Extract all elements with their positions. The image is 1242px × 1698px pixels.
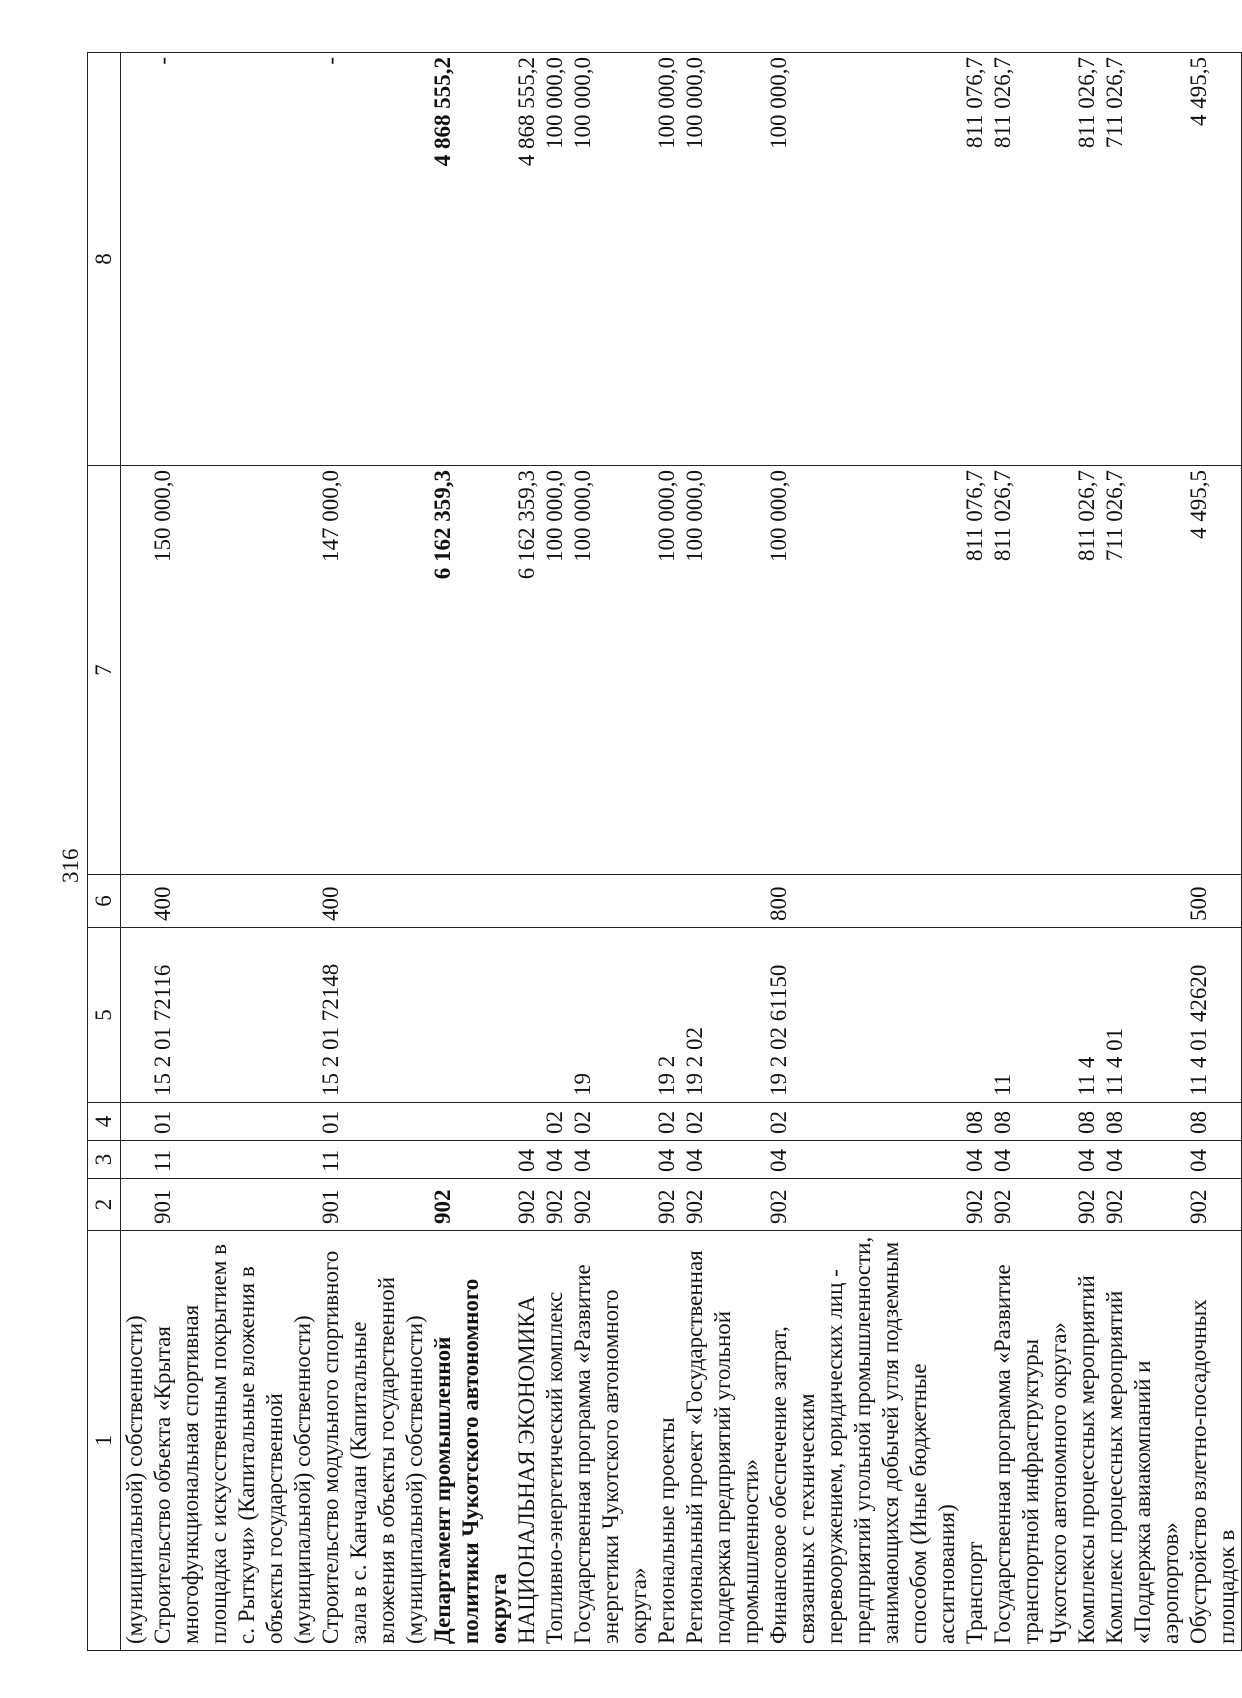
budget-table xyxy=(87,52,1242,1651)
target-article-cell: 19 2 02 xyxy=(681,928,765,1103)
column-header: 3 xyxy=(88,1141,121,1179)
section-cell xyxy=(429,1141,513,1179)
amount-year2-cell: 100 000,0 xyxy=(569,53,653,466)
subsection-cell: 02 xyxy=(765,1103,961,1141)
amount-year1-cell: 811 026,7 xyxy=(1073,466,1101,875)
target-article-cell: 15 2 01 72148 xyxy=(317,928,429,1103)
table-row xyxy=(1185,53,1242,1651)
row-name-cell: Строительство модульного спортивного зала в с. Канчалан (Капитальные вложения в объекты государственной (муниципальной) собственности) xyxy=(317,1231,429,1651)
section-cell: 04 xyxy=(961,1141,989,1179)
target-article-cell: 11 xyxy=(989,928,1073,1103)
table-row xyxy=(513,53,541,1651)
table-row xyxy=(541,53,569,1651)
admin-code-cell: 902 xyxy=(961,1179,989,1231)
section-cell: 11 xyxy=(317,1141,429,1179)
amount-year1-cell: 6 162 359,3 xyxy=(429,466,513,875)
table-row xyxy=(765,53,961,1651)
amount-year1-cell: 711 026,7 xyxy=(1101,466,1185,875)
expense-type-cell xyxy=(1101,875,1185,928)
admin-code-cell: 901 xyxy=(317,1179,429,1231)
table-row xyxy=(1073,53,1101,1651)
amount-year1-cell: 811 026,7 xyxy=(989,466,1073,875)
expense-type-cell: 400 xyxy=(149,875,317,928)
page-number: 316 xyxy=(58,848,83,883)
table-row xyxy=(1101,53,1185,1651)
table-row xyxy=(681,53,765,1651)
expense-type-cell xyxy=(513,875,541,928)
subsection-cell: 01 xyxy=(317,1103,429,1141)
amount-year2-cell: 811 026,7 xyxy=(989,53,1073,466)
section-cell xyxy=(121,1141,150,1179)
table-row xyxy=(121,53,150,1651)
expense-type-cell xyxy=(429,875,513,928)
row-name-cell: Комплекс процессных мероприятий «Поддержка авиакомпаний и аэропортов» xyxy=(1101,1231,1185,1651)
target-article-cell: 15 2 01 72116 xyxy=(149,928,317,1103)
amount-year2-cell: 711 026,7 xyxy=(1101,53,1185,466)
expense-type-cell: 500 xyxy=(1185,875,1242,928)
row-name-cell: Региональные проекты xyxy=(653,1231,681,1651)
subsection-cell: 08 xyxy=(961,1103,989,1141)
table-row xyxy=(989,53,1073,1651)
admin-code-cell: 902 xyxy=(989,1179,1073,1231)
subsection-cell: 08 xyxy=(1101,1103,1185,1141)
row-name-cell: Государственная программа «Развитие энергетики Чукотского автономного округа» xyxy=(569,1231,653,1651)
row-name-cell: НАЦИОНАЛЬНАЯ ЭКОНОМИКА xyxy=(513,1231,541,1651)
amount-year2-cell: 100 000,0 xyxy=(541,53,569,466)
admin-code-cell: 902 xyxy=(653,1179,681,1231)
admin-code-cell: 902 xyxy=(569,1179,653,1231)
target-article-cell xyxy=(541,928,569,1103)
admin-code-cell xyxy=(121,1179,150,1231)
subsection-cell: 08 xyxy=(989,1103,1073,1141)
target-article-cell: 11 4 xyxy=(1073,928,1101,1103)
subsection-cell: 02 xyxy=(541,1103,569,1141)
amount-year2-cell xyxy=(121,53,150,466)
amount-year2-cell: 4 868 555,2 xyxy=(429,53,513,466)
expense-type-cell xyxy=(989,875,1073,928)
amount-year1-cell: 150 000,0 xyxy=(149,466,317,875)
table-row xyxy=(149,53,317,1651)
section-cell: 04 xyxy=(765,1141,961,1179)
expense-type-cell: 800 xyxy=(765,875,961,928)
section-cell: 04 xyxy=(1185,1141,1242,1179)
subsection-cell: 08 xyxy=(1185,1103,1242,1141)
row-name-cell: (муниципальной) собственности) xyxy=(121,1231,150,1651)
target-article-cell xyxy=(513,928,541,1103)
row-name-cell: Финансовое обеспечение затрат, связанных с техническим перевооружением, юридических лиц - предприятий угольной промышленности, занимающихся добычей угля подземным способом (Иные бюджетные ассигнования) xyxy=(765,1231,961,1651)
subsection-cell: 02 xyxy=(569,1103,653,1141)
amount-year1-cell: 147 000,0 xyxy=(317,466,429,875)
amount-year2-cell: - xyxy=(149,53,317,466)
row-name-cell: Региональный проект «Государственная поддержка предприятий угольной промышленности» xyxy=(681,1231,765,1651)
section-cell: 11 xyxy=(149,1141,317,1179)
target-article-cell xyxy=(121,928,150,1103)
table-row xyxy=(429,53,513,1651)
amount-year1-cell: 100 000,0 xyxy=(681,466,765,875)
row-name-cell: Транспорт xyxy=(961,1231,989,1651)
subsection-cell xyxy=(513,1103,541,1141)
section-cell: 04 xyxy=(513,1141,541,1179)
section-cell: 04 xyxy=(569,1141,653,1179)
amount-year2-cell: 811 026,7 xyxy=(1073,53,1101,466)
amount-year2-cell: 4 495,5 xyxy=(1185,53,1242,466)
amount-year1-cell: 6 162 359,3 xyxy=(513,466,541,875)
table-row xyxy=(653,53,681,1651)
admin-code-cell: 902 xyxy=(429,1179,513,1231)
amount-year2-cell: 100 000,0 xyxy=(765,53,961,466)
row-name-cell: Строительство объекта «Крытая многофункциональная спортивная площадка с искусственным покрытием в с. Рыткучи» (Капитальные вложения в объекты государственной (муниципальной) собственности) xyxy=(149,1231,317,1651)
row-name-cell: Государственная программа «Развитие транспортной инфраструктуры Чукотского автономного округа» xyxy=(989,1231,1073,1651)
table-row xyxy=(317,53,429,1651)
expense-type-cell xyxy=(961,875,989,928)
column-header: 8 xyxy=(88,53,121,466)
amount-year1-cell: 4 495,5 xyxy=(1185,466,1242,875)
column-header: 6 xyxy=(88,875,121,928)
expense-type-cell xyxy=(541,875,569,928)
amount-year1-cell: 100 000,0 xyxy=(653,466,681,875)
section-cell: 04 xyxy=(541,1141,569,1179)
target-article-cell: 19 xyxy=(569,928,653,1103)
expense-type-cell xyxy=(569,875,653,928)
section-cell: 04 xyxy=(681,1141,765,1179)
amount-year2-cell: - xyxy=(317,53,429,466)
admin-code-cell: 902 xyxy=(765,1179,961,1231)
column-header: 5 xyxy=(88,928,121,1103)
table-row xyxy=(961,53,989,1651)
admin-code-cell: 902 xyxy=(1185,1179,1242,1231)
admin-code-cell: 902 xyxy=(1101,1179,1185,1231)
expense-type-cell xyxy=(121,875,150,928)
section-cell: 04 xyxy=(653,1141,681,1179)
table-row xyxy=(569,53,653,1651)
amount-year2-cell: 100 000,0 xyxy=(681,53,765,466)
subsection-cell xyxy=(121,1103,150,1141)
row-name-cell: Департамент промышленной политики Чукотского автономного округа xyxy=(429,1231,513,1651)
column-header: 2 xyxy=(88,1179,121,1231)
expense-type-cell xyxy=(653,875,681,928)
target-article-cell: 19 2 xyxy=(653,928,681,1103)
section-cell: 04 xyxy=(1101,1141,1185,1179)
row-name-cell: Обустройство взлетно-посадочных площадок в xyxy=(1185,1231,1242,1651)
expense-type-cell xyxy=(681,875,765,928)
admin-code-cell: 902 xyxy=(681,1179,765,1231)
subsection-cell: 02 xyxy=(681,1103,765,1141)
row-name-cell: Комплексы процессных мероприятий xyxy=(1073,1231,1101,1651)
amount-year1-cell: 811 076,7 xyxy=(961,466,989,875)
header-row xyxy=(88,53,121,1651)
amount-year1-cell xyxy=(121,466,150,875)
target-article-cell xyxy=(961,928,989,1103)
subsection-cell: 02 xyxy=(653,1103,681,1141)
section-cell: 04 xyxy=(1073,1141,1101,1179)
target-article-cell: 11 4 01 42620 xyxy=(1185,928,1242,1103)
admin-code-cell: 902 xyxy=(1073,1179,1101,1231)
admin-code-cell: 902 xyxy=(513,1179,541,1231)
subsection-cell: 08 xyxy=(1073,1103,1101,1141)
subsection-cell xyxy=(429,1103,513,1141)
column-header: 1 xyxy=(88,1231,121,1651)
amount-year1-cell: 100 000,0 xyxy=(569,466,653,875)
column-header: 7 xyxy=(88,466,121,875)
amount-year1-cell: 100 000,0 xyxy=(541,466,569,875)
target-article-cell: 19 2 02 61150 xyxy=(765,928,961,1103)
row-name-cell: Топливно-энергетический комплекс xyxy=(541,1231,569,1651)
admin-code-cell: 901 xyxy=(149,1179,317,1231)
amount-year2-cell: 100 000,0 xyxy=(653,53,681,466)
subsection-cell: 01 xyxy=(149,1103,317,1141)
expense-type-cell: 400 xyxy=(317,875,429,928)
section-cell: 04 xyxy=(989,1141,1073,1179)
amount-year1-cell: 100 000,0 xyxy=(765,466,961,875)
column-header: 4 xyxy=(88,1103,121,1141)
amount-year2-cell: 811 076,7 xyxy=(961,53,989,466)
target-article-cell xyxy=(429,928,513,1103)
target-article-cell: 11 4 01 xyxy=(1101,928,1185,1103)
expense-type-cell xyxy=(1073,875,1101,928)
amount-year2-cell: 4 868 555,2 xyxy=(513,53,541,466)
table-body xyxy=(121,53,1242,1651)
admin-code-cell: 902 xyxy=(541,1179,569,1231)
